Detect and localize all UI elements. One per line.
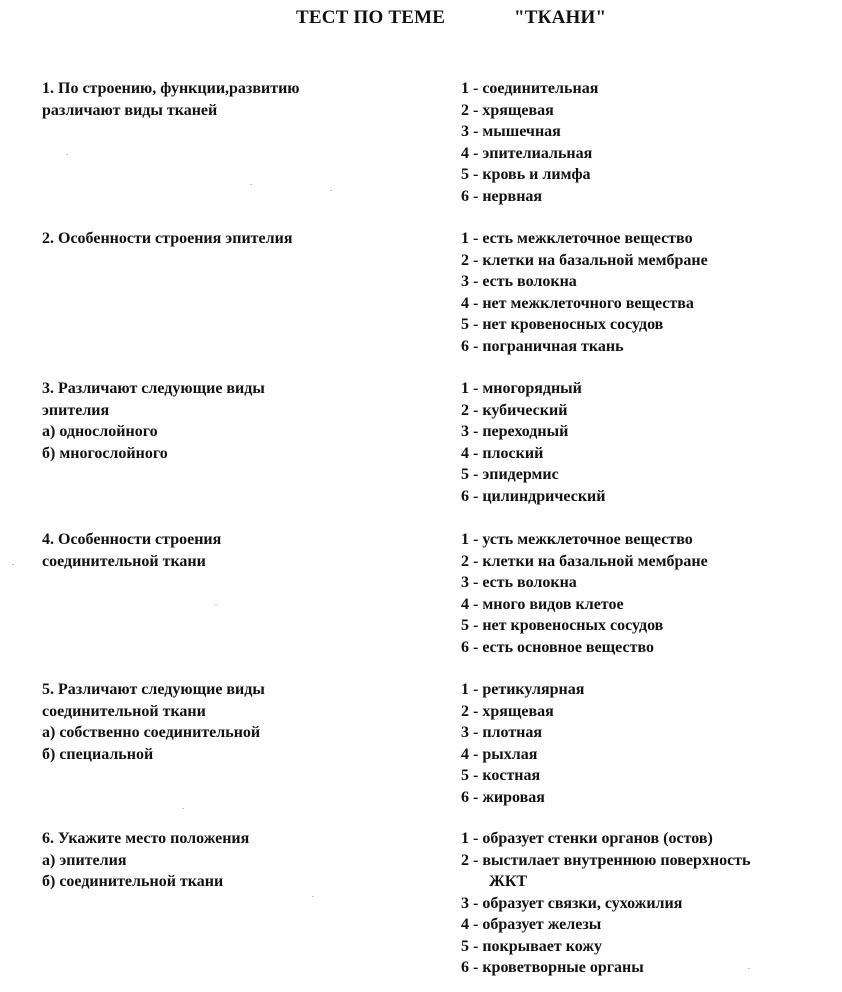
question-5-option-1: 1 - ретикулярная [461, 681, 585, 698]
question-3-option-4: 4 - плоский [461, 444, 544, 462]
question-2 [42, 228, 432, 250]
question-4-option-4: 4 - много видов клетое [461, 595, 624, 613]
question-4-option-5: 5 - нет кровеносных сосудов [461, 617, 664, 634]
question-5-line-1: 5. Различают следующие виды [42, 681, 265, 698]
question-5-option-4: 4 - рыхлая [461, 745, 538, 763]
question-2-options [461, 228, 836, 357]
question-3-option-5: 5 - эпидермис [461, 466, 559, 483]
question-2-option-2: 2 - клетки на базальной мембране [461, 251, 708, 269]
question-3-line-4: б) многослойного [42, 444, 168, 462]
question-3-line-2: эпителия [42, 401, 110, 419]
question-2-option-6: 6 - пограничная ткань [461, 337, 624, 355]
question-3-option-2: 2 - кубический [461, 401, 568, 419]
question-2-line-1: 2. Особенности строения эпителия [42, 230, 293, 247]
question-6-options [461, 828, 836, 979]
question-1-option-2: 2 - хрящевая [461, 101, 554, 119]
question-6-line-3: б) соединительной ткани [42, 873, 224, 890]
question-4 [42, 529, 432, 572]
question-4-option-6: 6 - есть основное вещество [461, 638, 654, 656]
question-6-option-2-continuation: ЖКТ [489, 873, 528, 890]
scan-speck [748, 968, 750, 969]
question-2-option-3: 3 - есть волокна [461, 273, 577, 290]
question-5-option-6: 6 - жировая [461, 788, 545, 806]
question-6-option-4: 4 - образует железы [461, 916, 602, 933]
question-4-line-2: соединительной ткани [42, 552, 206, 570]
question-3 [42, 378, 432, 464]
question-4-option-1: 1 - усть межклеточное вещество [461, 531, 693, 548]
question-4-line-1: 4. Особенности строения [42, 531, 222, 548]
question-6-option-2: 2 - выстилает внутреннюю поверхность [461, 851, 751, 869]
question-2-option-5: 5 - нет кровеносных сосудов [461, 316, 664, 333]
scan-speck [250, 184, 252, 185]
question-5-option-3: 3 - плотная [461, 724, 543, 741]
question-1 [42, 78, 432, 121]
question-6-option-1: 1 - образует стенки органов (остов) [461, 830, 713, 847]
scan-speck [66, 154, 68, 155]
question-3-option-1: 1 - многорядный [461, 380, 582, 397]
question-3-option-3: 3 - переходный [461, 423, 569, 440]
scan-speck [330, 190, 332, 191]
question-5-options [461, 679, 836, 808]
scan-speck [215, 604, 217, 605]
question-1-option-4: 4 - эпителиальная [461, 144, 593, 162]
question-1-line-1: 1. По строению, функции,развитию [42, 80, 300, 97]
question-5-option-2: 2 - хрящевая [461, 702, 554, 720]
question-2-option-1: 1 - есть межклеточное вещество [461, 230, 693, 247]
question-6-option-3: 3 - образует связки, сухожилия [461, 894, 683, 912]
question-6-line-2: а) эпителия [42, 851, 127, 869]
question-4-option-2: 2 - клетки на базальной мембране [461, 552, 708, 570]
question-2-option-4: 4 - нет межклеточного вещества [461, 294, 694, 312]
question-5-line-2: соединительной ткани [42, 702, 206, 720]
question-4-options [461, 529, 836, 658]
question-1-option-6: 6 - нервная [461, 187, 543, 205]
title-part-1: ТЕСТ ПО ТЕМЕ [296, 7, 446, 28]
question-1-options [461, 78, 836, 207]
question-3-line-1: 3. Различают следующие виды [42, 380, 265, 397]
scan-speck [12, 564, 14, 565]
title-part-2: "ТКАНИ" [514, 7, 607, 28]
question-5-option-5: 5 - костная [461, 767, 541, 784]
question-6 [42, 828, 432, 893]
question-6-line-1: 6. Укажите место положения [42, 830, 250, 847]
question-1-option-5: 5 - кровь и лимфа [461, 166, 591, 183]
question-3-options [461, 378, 836, 507]
question-3-option-6: 6 - цилиндрический [461, 487, 606, 505]
question-4-option-3: 3 - есть волокна [461, 574, 577, 591]
question-1-option-3: 3 - мышечная [461, 123, 561, 140]
question-6-option-5: 5 - покрывает кожу [461, 937, 602, 955]
question-6-option-6: 6 - кроветворные органы [461, 959, 644, 976]
question-5-line-3: а) собственно соединительной [42, 724, 261, 741]
scan-speck [312, 896, 314, 897]
scan-speck [182, 808, 184, 809]
question-5 [42, 679, 432, 765]
question-5-line-4: б) специальной [42, 745, 154, 763]
page-title [0, 7, 842, 31]
question-1-line-2: различают виды тканей [42, 101, 218, 119]
question-1-option-1: 1 - соединительная [461, 80, 599, 97]
question-3-line-3: а) однослойного [42, 423, 158, 440]
